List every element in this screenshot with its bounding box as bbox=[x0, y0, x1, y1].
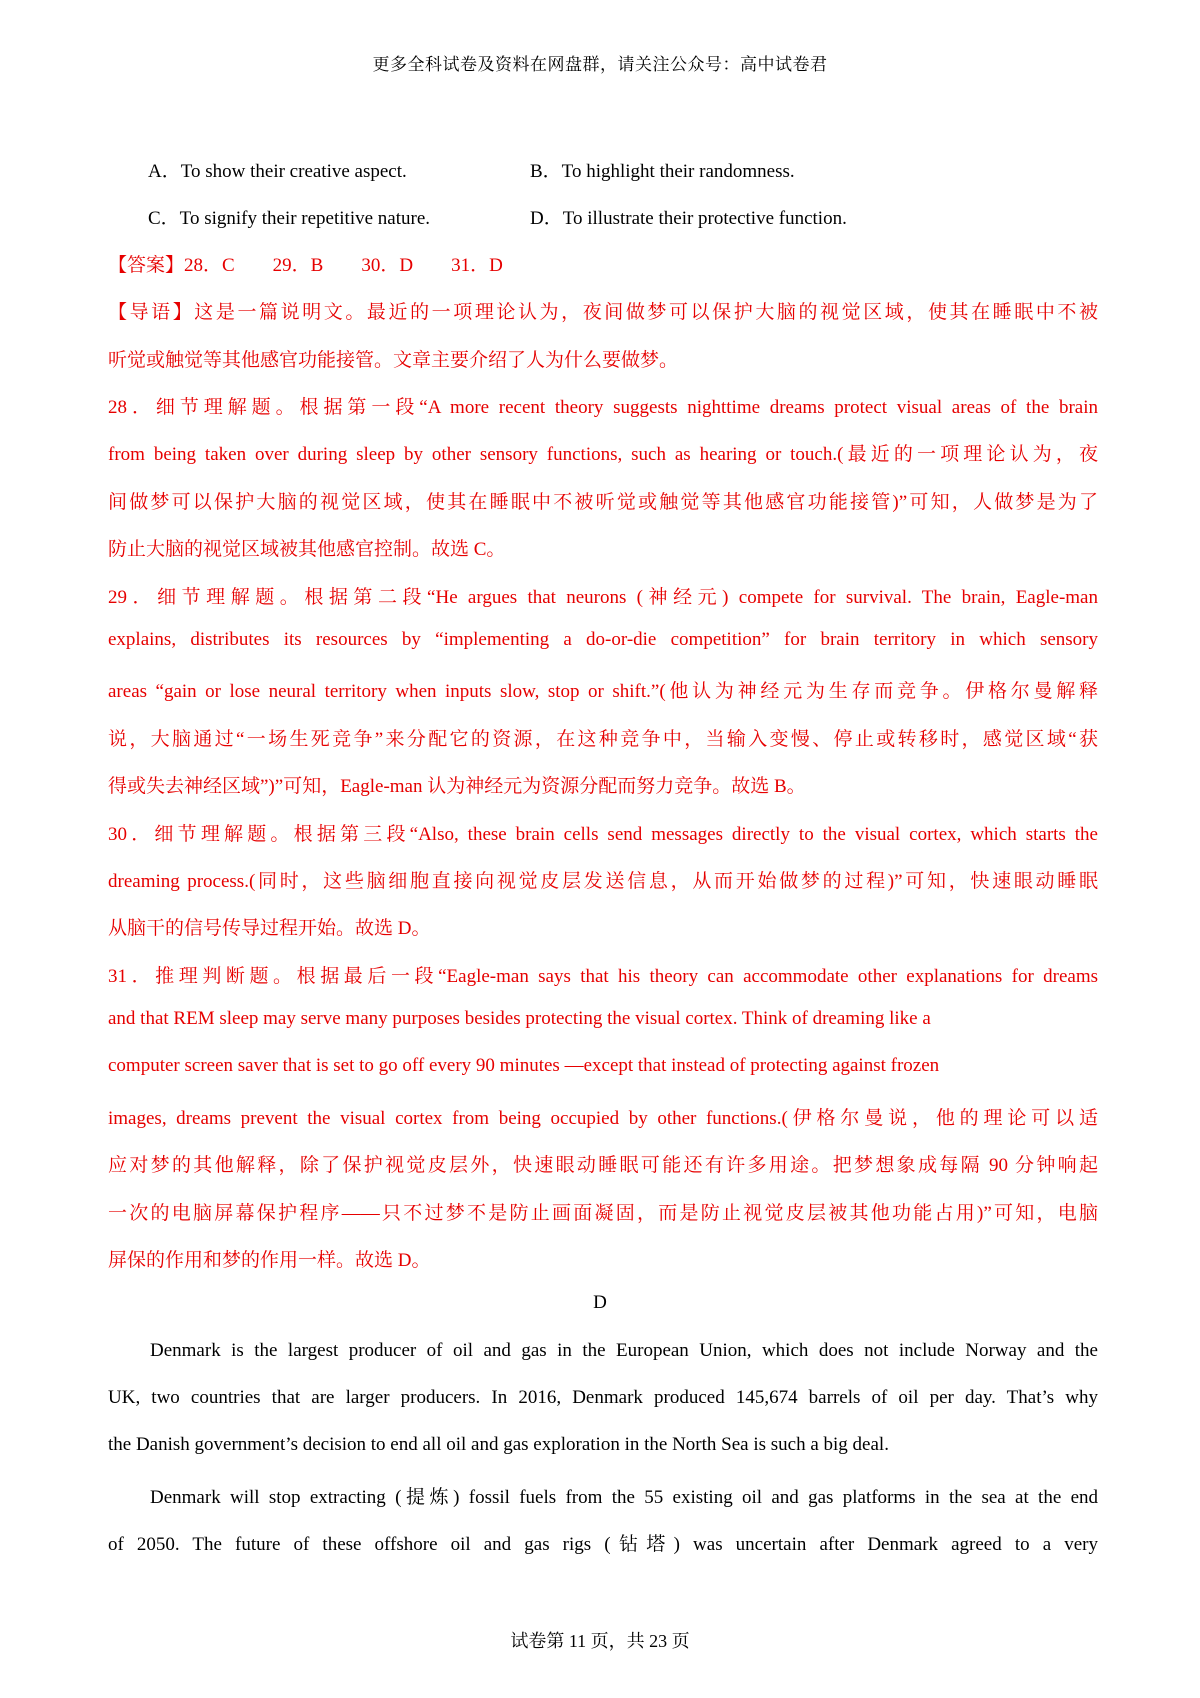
answer-line: 间做梦可以保护大脑的视觉区域，使其在睡眠中不被听觉或触觉等其他感官功能接管)”可知，人做梦是为了 bbox=[108, 492, 1098, 513]
passage-line: of 2050. The future of these offshore oil and gas rigs (钻塔) was uncertain after Denmark agreed to a very bbox=[108, 1534, 1098, 1555]
section-title: D bbox=[593, 1292, 607, 1313]
answer-line: 听觉或触觉等其他感官功能接管。文章主要介绍了人为什么要做梦。 bbox=[108, 350, 679, 371]
answer-line: 【答案】28．C 29．B 30．D 31．D bbox=[108, 255, 503, 276]
answer-line: computer screen saver that is set to go off every 90 minutes —except that instead of protecting against frozen bbox=[108, 1055, 940, 1076]
answer-line: 30．细节理解题。根据第三段“Also, these brain cells send messages directly to the visual cortex, which starts the bbox=[108, 824, 1098, 845]
option-a: A．To show their creative aspect. bbox=[148, 161, 407, 182]
page-footer: 试卷第 11 页，共 23 页 bbox=[510, 1631, 690, 1651]
page-header: 更多全科试卷及资料在网盘群，请关注公众号：高中试卷君 bbox=[372, 55, 828, 75]
answer-line: 29．细节理解题。根据第二段“He argues that neurons (神经元) compete for survival. The brain, Eagle-man bbox=[108, 587, 1098, 608]
answer-line: 屏保的作用和梦的作用一样。故选 D。 bbox=[108, 1250, 431, 1271]
option-d: D．To illustrate their protective function. bbox=[530, 208, 847, 229]
answer-line: explains, distributes its resources by “implementing a do-or-die competition” for brain territory in which sensory bbox=[108, 629, 1098, 650]
answer-line: 应对梦的其他解释，除了保护视觉皮层外，快速眼动睡眠可能还有许多用途。把梦想象成每隔 90 分钟响起 bbox=[108, 1155, 1098, 1176]
answer-line: 从脑干的信号传导过程开始。故选 D。 bbox=[108, 918, 431, 939]
answer-line: 31．推理判断题。根据最后一段“Eagle-man says that his theory can accommodate other explanations for dreams bbox=[108, 966, 1098, 987]
passage-line: Denmark is the largest producer of oil and gas in the European Union, which does not include Norway and the bbox=[150, 1340, 1098, 1361]
answer-line: areas “gain or lose neural territory when inputs slow, stop or shift.”(他认为神经元为生存而竞争。伊格尔曼解释 bbox=[108, 681, 1098, 702]
passage-line: the Danish government’s decision to end all oil and gas exploration in the North Sea is such a big deal. bbox=[108, 1434, 889, 1455]
answer-line: images, dreams prevent the visual cortex from being occupied by other functions.(伊格尔曼说，他的理论可以适 bbox=[108, 1108, 1098, 1129]
answer-line: dreaming process.(同时，这些脑细胞直接向视觉皮层发送信息，从而开始做梦的过程)”可知，快速眼动睡眠 bbox=[108, 871, 1098, 892]
option-c: C．To signify their repetitive nature. bbox=[148, 208, 431, 229]
answer-line: 得或失去神经区域”)”可知，Eagle-man 认为神经元为资源分配而努力竞争。故选 B。 bbox=[108, 776, 806, 797]
answer-line: 28．细节理解题。根据第一段“A more recent theory suggests nighttime dreams protect visual areas of the brain bbox=[108, 397, 1098, 418]
option-b: B．To highlight their randomness. bbox=[530, 161, 795, 182]
answer-line: 【导语】这是一篇说明文。最近的一项理论认为，夜间做梦可以保护大脑的视觉区域，使其在睡眠中不被 bbox=[108, 302, 1098, 323]
answer-line: 防止大脑的视觉区域被其他感官控制。故选 C。 bbox=[108, 539, 506, 560]
answer-line: 说，大脑通过“一场生死竞争”来分配它的资源，在这种竞争中，当输入变慢、停止或转移时，感觉区域“获 bbox=[108, 729, 1098, 750]
passage-line: Denmark will stop extracting (提炼) fossil fuels from the 55 existing oil and gas platforms in the sea at the end bbox=[150, 1487, 1098, 1508]
answer-line: 一次的电脑屏幕保护程序——只不过梦不是防止画面凝固，而是防止视觉皮层被其他功能占用)”可知，电脑 bbox=[108, 1203, 1098, 1224]
answer-line: from being taken over during sleep by other sensory functions, such as hearing or touch.(最近的一项理论认为，夜 bbox=[108, 444, 1098, 465]
answer-line: and that REM sleep may serve many purposes besides protecting the visual cortex. Think of dreaming like a bbox=[108, 1008, 931, 1029]
passage-line: UK, two countries that are larger producers. In 2016, Denmark produced 145,674 barrels of oil per day. That’s why bbox=[108, 1387, 1098, 1408]
